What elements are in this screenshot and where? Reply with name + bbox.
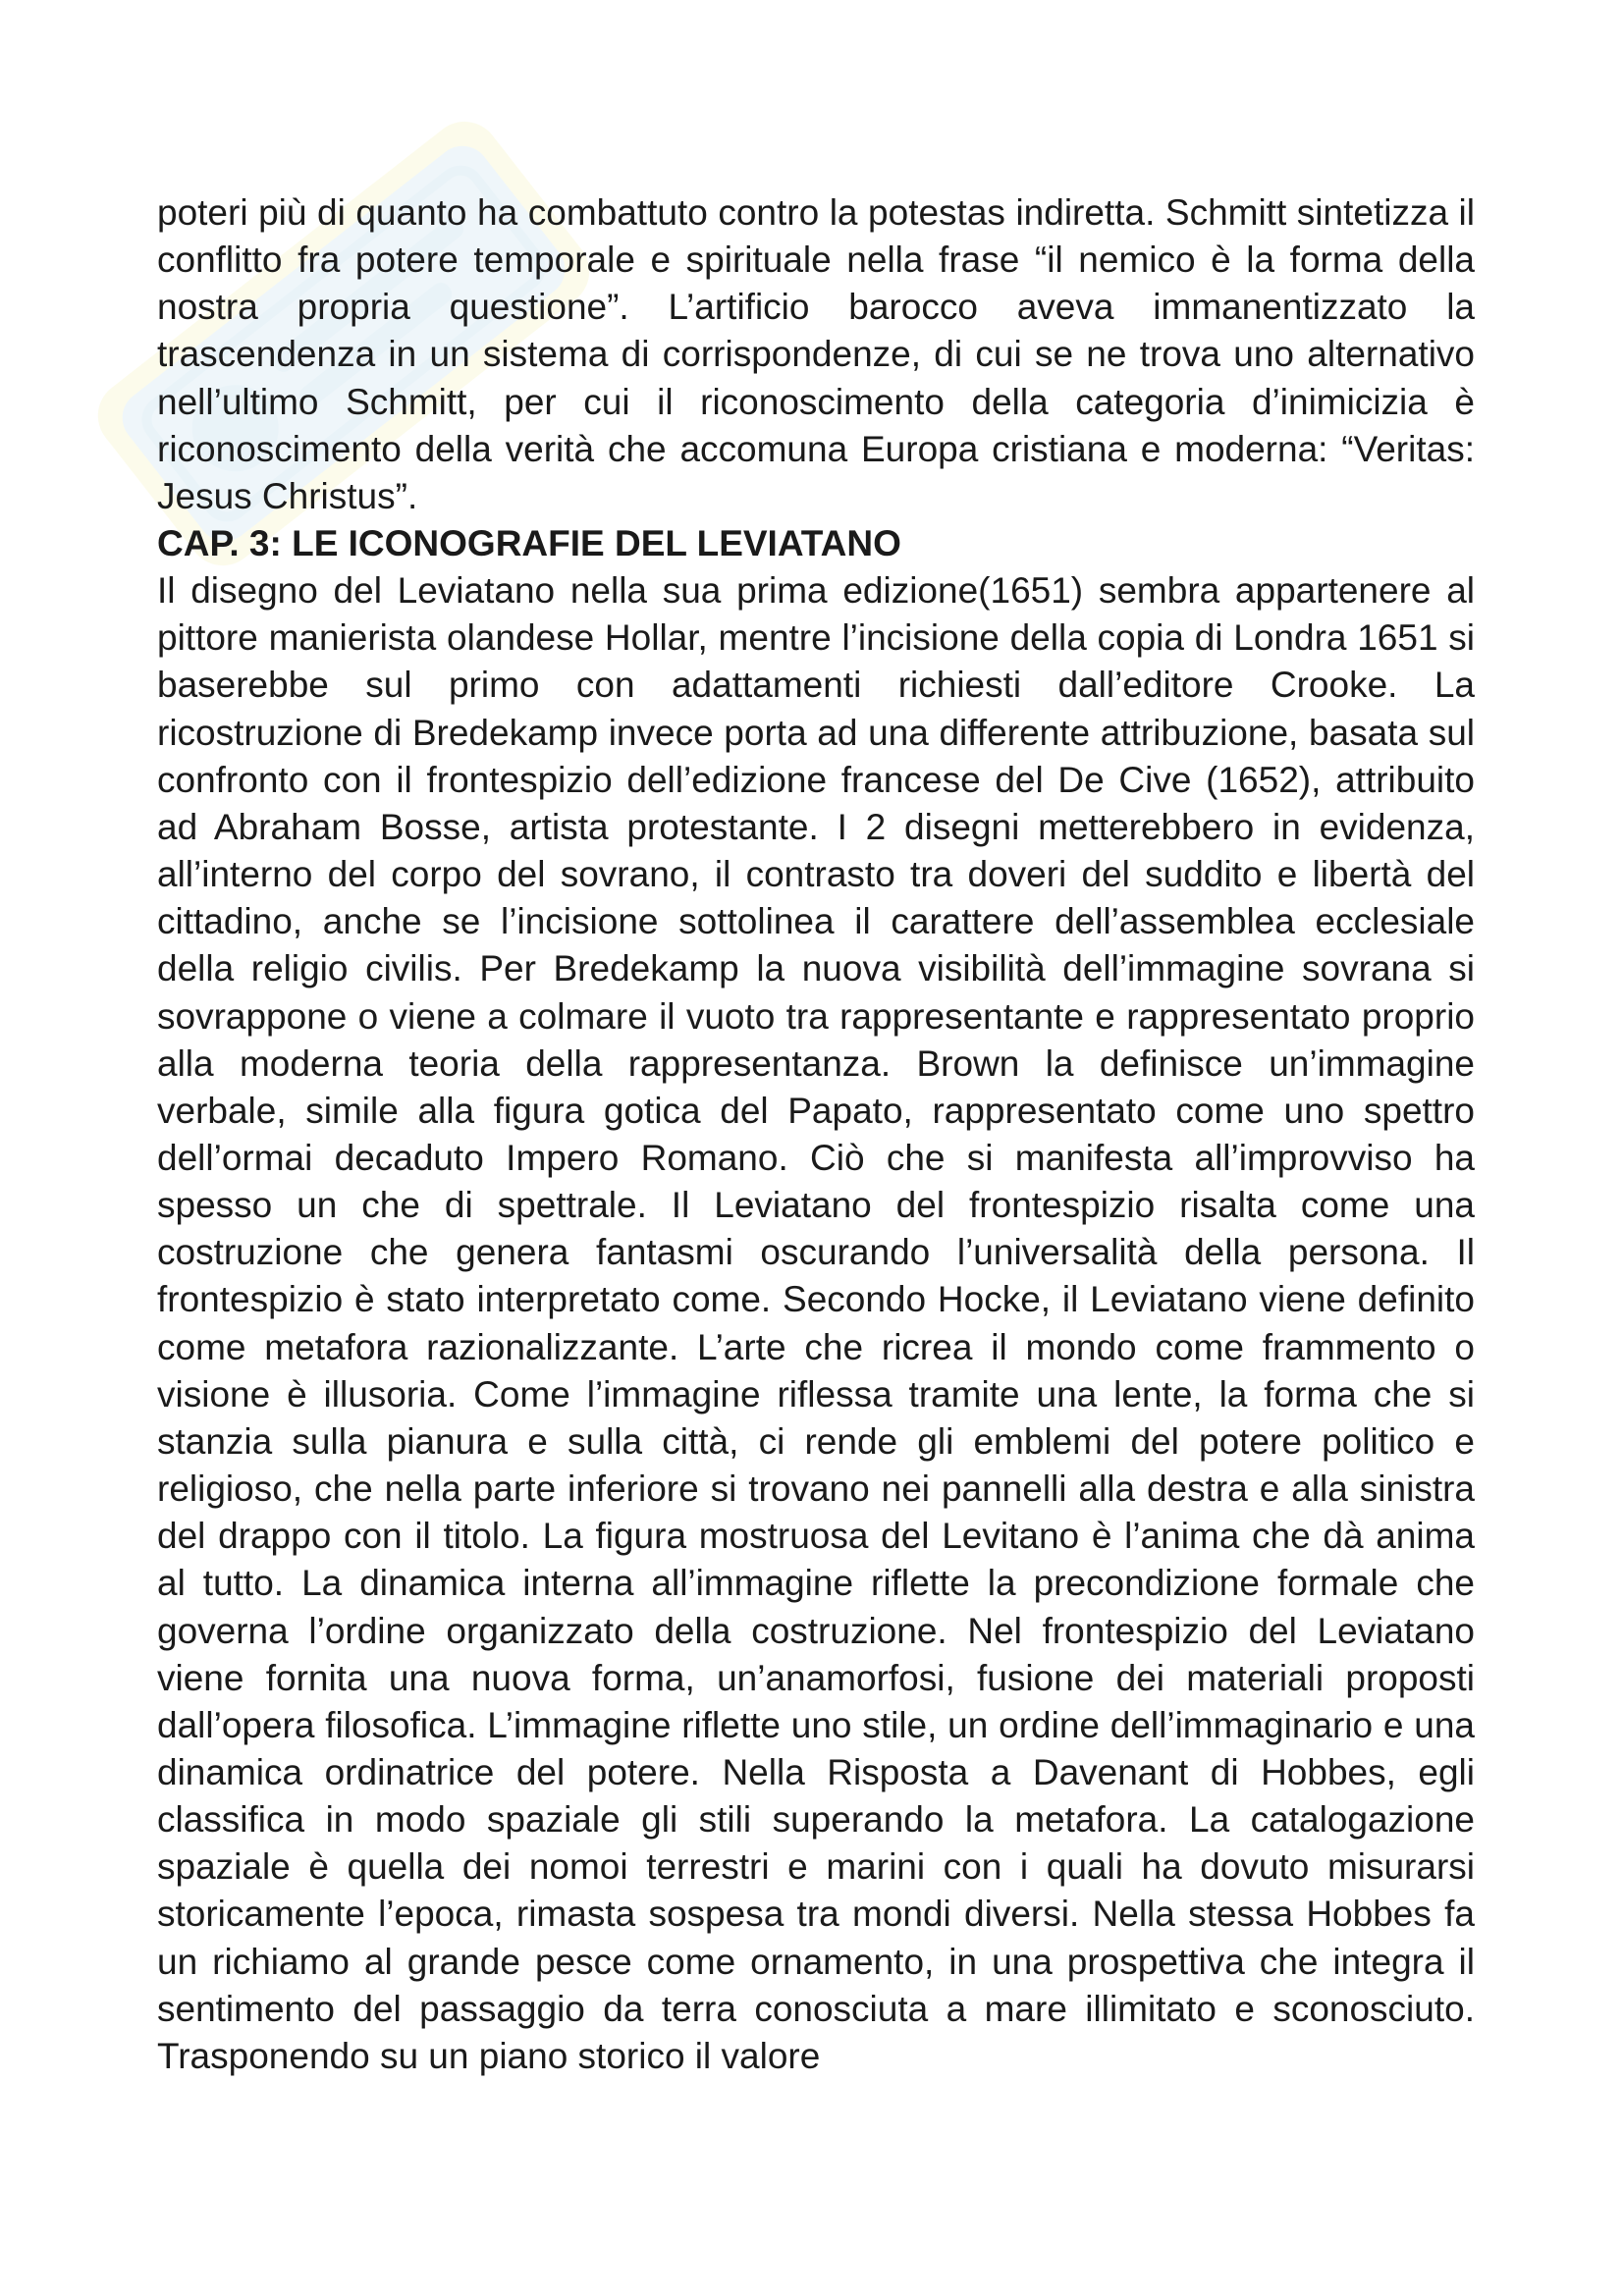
- paragraph-1: poteri più di quanto ha combattuto contro la potestas indiretta. Schmitt sintetizza il conflitto fra potere temporale e spirituale nella frase “il nemico è la forma della nostra propria questione”. L’artificio barocco aveva immanentizzato la trascendenza in un sistema di corrispondenze, di cui se ne trova uno alternativo nell’ultimo Schmitt, per cui il riconoscimento della categoria d’inimicizia è riconoscimento della verità che accomuna Europa cristiana e moderna: “Veritas: Jesus Christus”.: [157, 192, 1475, 516]
- document-body: [157, 189, 1475, 2080]
- chapter-heading: CAP. 3: LE ICONOGRAFIE DEL LEVIATANO: [157, 523, 901, 564]
- paragraph-2: Il disegno del Leviatano nella sua prima edizione(1651) sembra appartenere al pittore manierista olandese Hollar, mentre l’incisione della copia di Londra 1651 si baserebbe sul primo con adattamenti richiesti dall’editore Crooke. La ricostruzione di Bredekamp invece porta ad una differente attribuzione, basata sul confronto con il frontespizio dell’edizione francese del De Cive (1652), attribuito ad Abraham Bosse, artista protestante. I 2 disegni metterebbero in evidenza, all’interno del corpo del sovrano, il contrasto tra doveri del suddito e libertà del cittadino, anche se l’incisione sottolinea il carattere dell’assemblea ecclesiale della religio civilis. Per Bredekamp la nuova visibilità dell’immagine sovrana si sovrappone o viene a colmare il vuoto tra rappresentante e rappresentato proprio alla moderna teoria della rappresentanza. Brown la definisce un’immagine verbale, simile alla figura gotica del Papato, rappresentato come uno spettro dell’ormai decaduto Impero Romano. Ciò che si manifesta all’improvviso ha spesso un che di spettrale. Il Leviatano del frontespizio risalta come una costruzione che genera fantasmi oscurando l’universalità della persona. Il frontespizio è stato interpretato come. Secondo Hocke, il Leviatano viene definito come metafora razionalizzante. L’arte che ricrea il mondo come frammento o visione è illusoria. Come l’immagine riflessa tramite una lente, la forma che si stanzia sulla pianura e sulla città, ci rende gli emblemi del potere politico e religioso, che nella parte inferiore si trovano nei pannelli alla destra e alla sinistra del drappo con il titolo. La figura mostruosa del Levitano è l’anima che dà anima al tutto. La dinamica interna all’immagine riflette la precondizione formale che governa l’ordine organizzato della costruzione. Nel frontespizio del Leviatano viene fornita una nuova forma, un’anamorfosi, fusione dei materiali proposti dall’opera filosofica. L’immagine riflette uno stile, un ordine dell’immaginario e una dinamica ordinatrice del potere. Nella Risposta a Davenant di Hobbes, egli classifica in modo spaziale gli stili superando la metafora. La catalogazione spaziale è quella dei nomoi terrestri e marini con i quali ha dovuto misurarsi storicamente l’epoca, rimasta sospesa tra mondi diversi. Nella stessa Hobbes fa un richiamo al grande pesce come ornamento, in una prospettiva che integra il sentimento del passaggio da terra conosciuta a mare illimitato e sconosciuto. Trasponendo su un piano storico il valore: [157, 570, 1475, 2076]
